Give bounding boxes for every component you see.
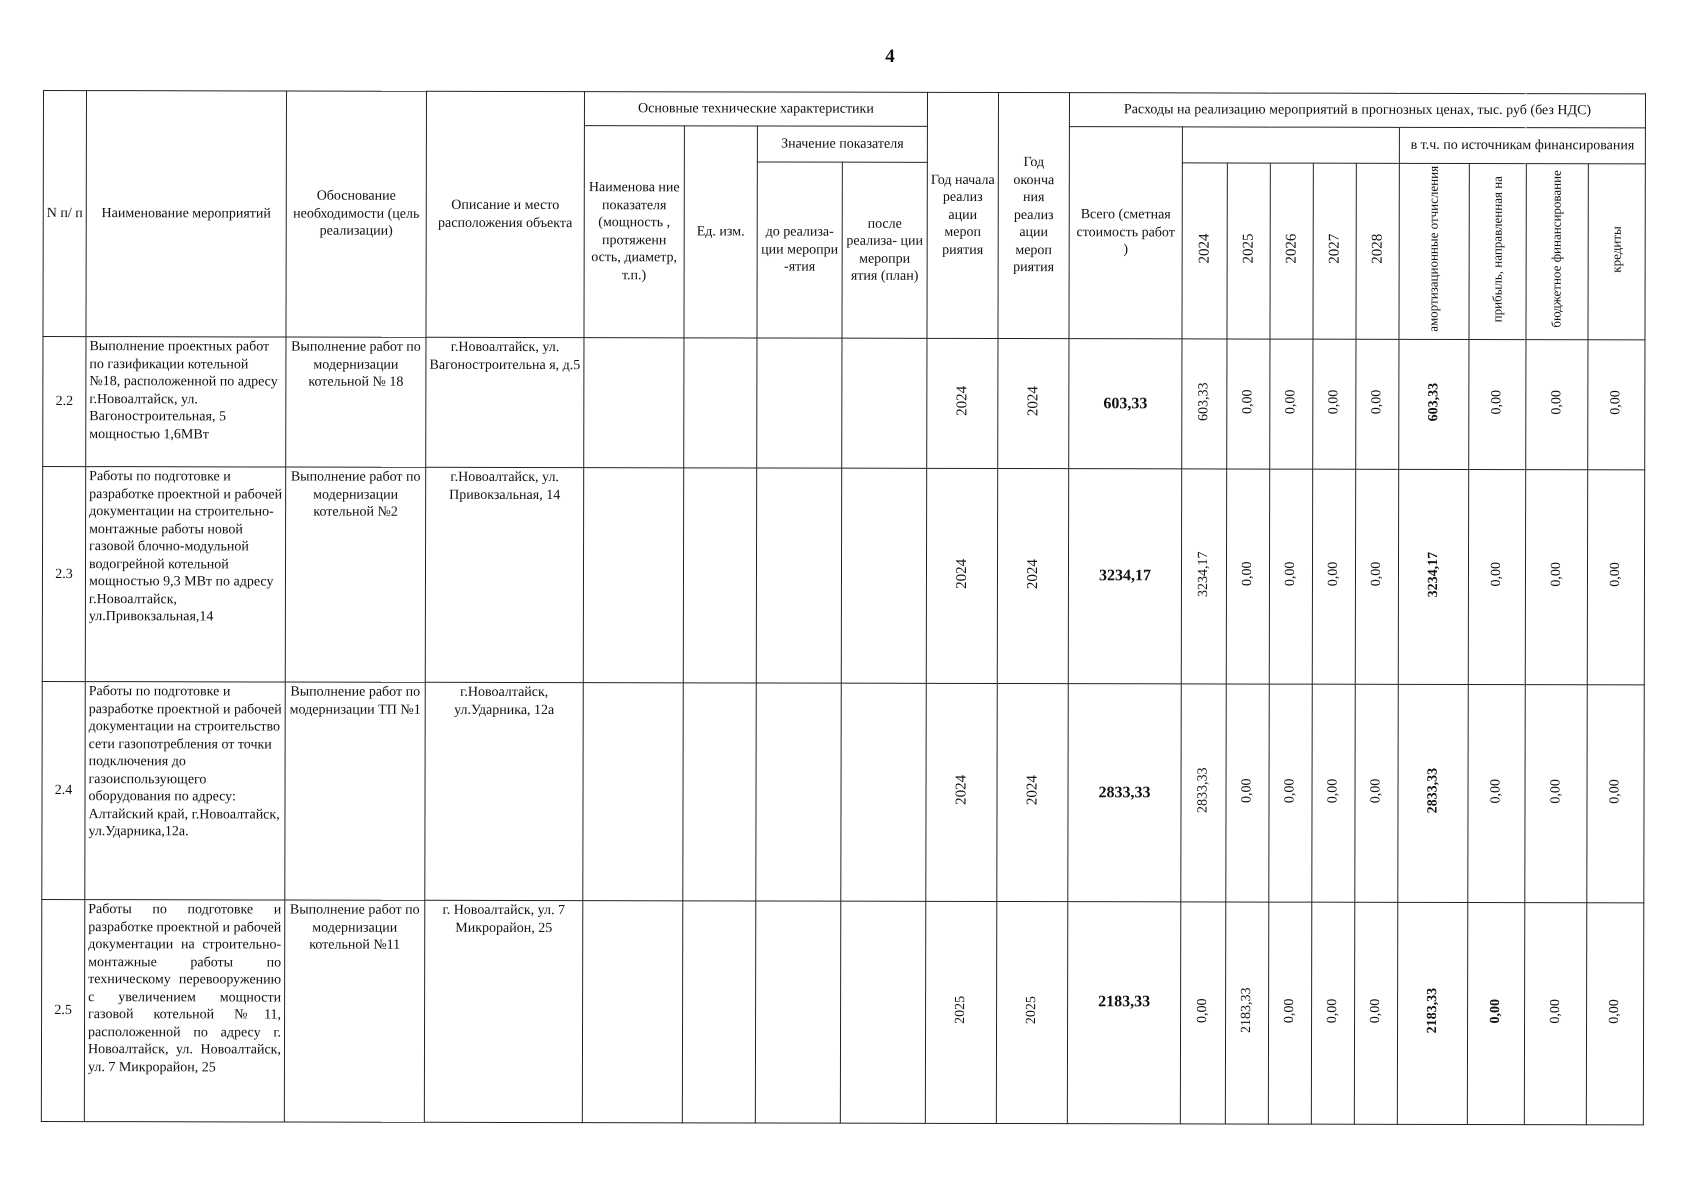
row-indicator-name xyxy=(583,683,683,901)
row-after xyxy=(841,469,926,684)
header-sources-group: в т.ч. по источникам финансирования xyxy=(1399,127,1645,164)
row-year-3: 0,00 xyxy=(1270,339,1313,469)
row-description: г.Новоалтайск, ул.Ударника, 12а xyxy=(425,683,583,901)
header-source-amortization: амортизационные отчисления xyxy=(1399,163,1469,340)
row-year-4: 0,00 xyxy=(1311,903,1354,1125)
row-name: Работы по подготовке и разработке проектной и рабочей документации на строительно-монтажные работы новой газовой блочно-модульной водогрейной котельной мощностью 9,3 МВт по адресу г.Новоалтайск, ул.Привокзальная,14 xyxy=(85,467,285,682)
row-total: 2183,33 xyxy=(1067,902,1180,1124)
row-start-year: 2024 xyxy=(927,339,998,469)
row-indicator-name xyxy=(582,901,682,1123)
header-source-budget: бюджетное финансирование xyxy=(1526,164,1588,341)
row-unit xyxy=(684,338,757,468)
row-description: г. Новоалтайск, ул. 7 Микрорайон, 25 xyxy=(424,901,582,1123)
row-justification: Выполнение работ по модернизации ТП №1 xyxy=(285,682,425,900)
row-source-profit: 0,00 xyxy=(1468,470,1525,685)
header-before: до реализа- ции меропри -ятия xyxy=(757,162,842,339)
header-year-2: 2025 xyxy=(1227,163,1270,339)
row-indicator-name xyxy=(583,468,683,683)
row-year-5: 0,00 xyxy=(1355,470,1398,685)
row-start-year: 2025 xyxy=(925,902,996,1124)
row-name: Работы по подготовке и разработке проектной и рабочей документации на строительно-монтажные работы по техническому перевооружению с увеличением мощности газовой котельной №11, расположенной по адресу г. Новоалтайск, ул. Новоалтайск, ул. 7 Микрорайон, 25 xyxy=(84,900,284,1122)
header-year-4: 2027 xyxy=(1313,163,1356,339)
row-before xyxy=(755,901,840,1123)
header-description: Описание и место расположения объекта xyxy=(426,91,585,338)
row-year-1: 603,33 xyxy=(1182,339,1227,469)
row-number: 2.3 xyxy=(42,467,85,682)
row-after xyxy=(842,339,927,469)
header-name: Наименование мероприятий xyxy=(86,91,287,338)
row-indicator-name xyxy=(584,338,684,468)
header-justification: Обоснование необходимости (цель реализации) xyxy=(286,91,427,338)
row-source-credits: 0,00 xyxy=(1587,685,1645,903)
row-justification: Выполнение работ по модернизации котельной № 18 xyxy=(286,337,426,467)
table-row xyxy=(43,337,1645,470)
header-indicator-value: Значение показателя xyxy=(757,126,927,162)
header-end-year: Год оконча ния реализ ации мероп риятия xyxy=(998,93,1070,340)
header-year-3: 2026 xyxy=(1270,163,1313,339)
row-name: Выполнение проектных работ по газификации котельной №18, расположенной по адресу г.Новоалтайск, ул. Вагоностроительная, 5 мощностью 1,6МВт xyxy=(86,337,286,467)
header-no: N п/ п xyxy=(43,91,87,337)
header-start-year: Год начала реализ ации мероп риятия xyxy=(927,92,999,339)
row-year-5: 0,00 xyxy=(1355,685,1398,903)
row-number: 2.5 xyxy=(41,900,84,1122)
row-source-credits: 0,00 xyxy=(1588,340,1645,470)
row-year-5: 0,00 xyxy=(1354,903,1397,1125)
row-source-credits: 0,00 xyxy=(1586,903,1644,1125)
row-year-1: 3234,17 xyxy=(1181,469,1226,684)
row-total: 603,33 xyxy=(1069,339,1182,469)
table-row xyxy=(41,900,1644,1125)
row-end-year: 2024 xyxy=(997,469,1068,684)
row-total: 3234,17 xyxy=(1068,469,1181,684)
row-justification: Выполнение работ по модернизации котельной №11 xyxy=(284,900,424,1122)
row-year-4: 0,00 xyxy=(1312,470,1355,685)
row-source-amortization: 603,33 xyxy=(1399,340,1469,470)
row-source-amortization: 2833,33 xyxy=(1398,685,1468,903)
row-source-profit: 0,00 xyxy=(1469,340,1526,470)
row-year-4: 0,00 xyxy=(1313,340,1356,470)
row-year-5: 0,00 xyxy=(1356,340,1399,470)
row-source-budget: 0,00 xyxy=(1525,685,1587,903)
header-row-1 xyxy=(43,91,1645,128)
row-source-budget: 0,00 xyxy=(1526,340,1588,470)
row-year-3: 0,00 xyxy=(1268,902,1311,1124)
row-source-budget: 0,00 xyxy=(1524,903,1586,1125)
header-after: после реализа- ции меропри ятия (план) xyxy=(842,162,927,339)
row-end-year: 2024 xyxy=(998,339,1069,469)
row-source-amortization: 3234,17 xyxy=(1398,470,1468,685)
row-justification: Выполнение работ по модернизации котельной №2 xyxy=(285,467,425,682)
header-years-spacer xyxy=(1182,127,1399,163)
row-year-4: 0,00 xyxy=(1312,685,1355,903)
row-name: Работы по подготовке и разработке проектной и рабочей документации на строительство сети газопотребления от точки подключения до газоиспользующего оборудования по адресу: Алтайский край, г.Новоалтайск, ул.Ударника,12а. xyxy=(85,682,285,900)
header-total: Всего (сметная стоимость работ ) xyxy=(1069,127,1182,340)
row-description: г.Новоалтайск, ул. Вагоностроительна я, д.5 xyxy=(426,338,584,468)
row-total: 2833,33 xyxy=(1068,684,1181,902)
header-costs-group: Расходы на реализацию мероприятий в прогнозных ценах, тыс. руб (без НДС) xyxy=(1069,93,1645,128)
row-before xyxy=(757,338,842,468)
row-end-year: 2024 xyxy=(997,684,1068,902)
row-before xyxy=(756,468,841,683)
row-after xyxy=(840,902,925,1124)
row-year-3: 0,00 xyxy=(1269,469,1312,684)
row-before xyxy=(756,683,841,901)
header-unit: Ед. изм. xyxy=(684,126,757,339)
row-source-profit: 0,00 xyxy=(1468,685,1525,903)
table-row xyxy=(42,467,1645,685)
header-source-profit: прибыль, направленная на xyxy=(1469,163,1526,340)
table-row xyxy=(42,682,1645,903)
row-year-2: 0,00 xyxy=(1226,684,1269,902)
page-number: 4 xyxy=(885,46,895,67)
row-description: г.Новоалтайск, ул. Привокзальная, 14 xyxy=(425,468,583,683)
header-year-5: 2028 xyxy=(1356,163,1399,339)
investment-table xyxy=(41,90,1646,1126)
row-year-2: 2183,33 xyxy=(1225,902,1268,1124)
row-number: 2.4 xyxy=(42,682,85,900)
header-tech-group: Основные технические характеристики xyxy=(584,92,927,127)
header-indicator-name: Наименова ние показателя (мощность , протяженн ость, диаметр, т.п.) xyxy=(584,126,684,339)
row-source-budget: 0,00 xyxy=(1525,470,1587,685)
row-year-1: 2833,33 xyxy=(1181,684,1226,902)
row-end-year: 2025 xyxy=(996,902,1067,1124)
row-source-amortization: 2183,33 xyxy=(1397,903,1467,1125)
row-number: 2.2 xyxy=(43,337,86,467)
row-year-3: 0,00 xyxy=(1269,684,1312,902)
row-start-year: 2024 xyxy=(926,469,997,684)
row-unit xyxy=(683,468,756,683)
row-source-credits: 0,00 xyxy=(1587,470,1645,685)
row-year-1: 0,00 xyxy=(1180,902,1225,1124)
row-unit xyxy=(683,683,756,901)
header-source-credits: кредиты xyxy=(1588,164,1645,341)
header-year-1: 2024 xyxy=(1182,163,1227,339)
row-year-2: 0,00 xyxy=(1226,469,1269,684)
row-unit xyxy=(682,901,755,1123)
row-year-2: 0,00 xyxy=(1227,339,1270,469)
row-start-year: 2024 xyxy=(926,684,997,902)
row-source-profit: 0,00 xyxy=(1467,903,1524,1125)
row-after xyxy=(841,684,926,902)
